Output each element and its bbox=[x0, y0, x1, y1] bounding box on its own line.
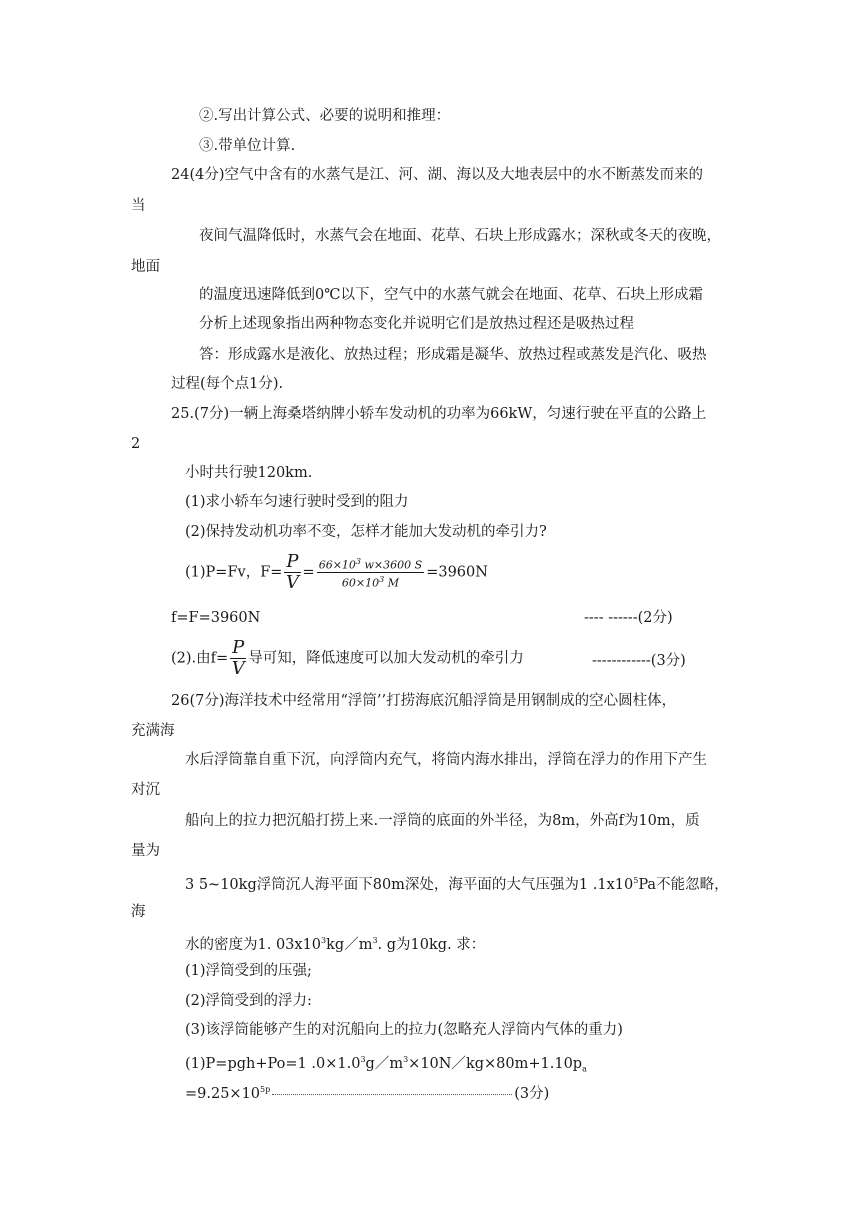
power-velocity-fraction bbox=[284, 552, 300, 593]
question-24-text: 24(4分)空气中含有的水蒸气是江、河、湖、海以及大地表层中的水不断蒸发而来的 bbox=[171, 167, 703, 183]
formula-prefix: (1)P=Fv，F= bbox=[185, 564, 283, 581]
text-line: 夜间气温降低时，水蒸气会在地面、花草、石块上形成露水；深秋或冬天的夜晚， bbox=[199, 228, 721, 244]
formula-line: (2).由f= $\frac{P}{V}$ 导可知，降低速度可以加大发动机的牵引力 bbox=[171, 637, 524, 679]
text-line: (1)浮筒受到的压强; bbox=[185, 963, 312, 979]
text-line: 当 bbox=[131, 198, 146, 214]
fraction-numerator: P bbox=[232, 637, 245, 658]
text-line: (3)该浮筒能够产生的对沉船向上的拉力(忽略充人浮筒内气体的重力) bbox=[185, 1022, 623, 1038]
formula-line: (1)P=pgh+Po=1 $.0\times 1.0^3g/m^3\times 10N/kg\times 80m+1.10p_a$ bbox=[185, 1055, 587, 1074]
text-line: (2)保持发动机功率不变，怎样才能加大发动机的牵引力? bbox=[185, 524, 547, 540]
text-line: ③.带单位计算. bbox=[199, 138, 296, 154]
text-line: 海 bbox=[131, 904, 146, 920]
text-line: 的温度迅速降低到0℃以下，空气中的水蒸气就会在地面、花草、石块上形成霜 bbox=[199, 287, 703, 303]
question-26-text: 26(7分)海洋技术中经常用“浮筒’’打捞海底沉船浮筒是用钢制成的空心圆柱体， bbox=[171, 693, 677, 709]
formula-line: $=9.25\times 10^{5p}$ (3分) bbox=[185, 1085, 550, 1102]
text-line: 3 5~10kg浮筒沉人海平面下80m深处，海平面的大气压强为1 $.1x10^5Pa$不能忽略， bbox=[185, 876, 729, 893]
text-line: 水后浮筒靠自重下沉，向浮筒内充气，将筒内海水排出，浮筒在浮力的作用下产生 bbox=[185, 752, 707, 768]
text-line: 小时共行驶120km. bbox=[185, 465, 313, 481]
numeric-fraction bbox=[317, 555, 425, 589]
dotted-leader bbox=[272, 1093, 512, 1095]
text-line: 船向上的拉力把沉船打捞上来.一浮筒的底面的外半径，为8m，外高f为10m，质 bbox=[185, 813, 700, 829]
fraction-numerator: $66\times 10^3$ w×3600 S bbox=[318, 557, 423, 572]
fraction-denominator: V bbox=[231, 658, 245, 679]
fraction-denominator: $60\times 10^3$ M bbox=[341, 575, 399, 590]
score-marker: (3分) bbox=[514, 1085, 550, 1102]
score-marker: ---- ------(2分) bbox=[584, 610, 673, 626]
answer-24-text: 答：形成露水是液化、放热过程；形成霜是凝华、放热过程或蒸发是汽化、吸热 bbox=[199, 347, 707, 363]
text-line: 充满海 bbox=[131, 723, 175, 739]
equals-sign: = bbox=[302, 564, 315, 581]
text-line: 过程(每个点1分). bbox=[171, 376, 284, 392]
text-line: 量为 bbox=[131, 843, 160, 859]
text-line: (1)求小轿车匀速行驶时受到的阻力 bbox=[185, 494, 409, 510]
power-velocity-fraction bbox=[230, 638, 246, 679]
text-line: f=F=3960N bbox=[171, 610, 261, 626]
score-marker: ------------(3分) bbox=[592, 653, 686, 669]
question-25-text: 25.(7分)一辆上海桑塔纳牌小轿车发动机的功率为66kW，匀速行驶在平直的公路上 bbox=[171, 406, 707, 422]
text-line: ②.写出计算公式、必要的说明和推理： bbox=[199, 108, 451, 124]
fraction-numerator: P bbox=[286, 551, 299, 572]
fraction-denominator: V bbox=[285, 572, 299, 593]
text-line: 地面 bbox=[131, 259, 160, 275]
text-line: 对沉 bbox=[131, 782, 160, 798]
formula-result: =3960N bbox=[426, 564, 488, 581]
text-line: (2)浮筒受到的浮力: bbox=[185, 993, 312, 1009]
text-line: 分析上述现象指出两种物态变化并说明它们是放热过程还是吸热过程 bbox=[199, 316, 634, 332]
formula-line bbox=[185, 552, 488, 593]
text-line: 水的密度为1. $03x10^3kg/m^3$. g为10kg. 求： bbox=[185, 936, 486, 953]
text-line: 2 bbox=[131, 436, 141, 452]
